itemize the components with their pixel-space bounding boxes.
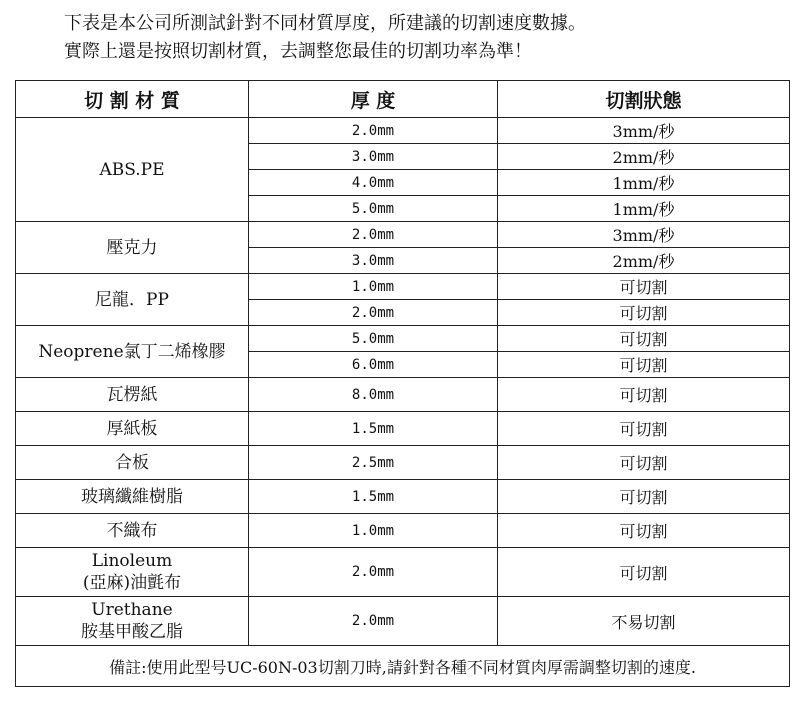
intro-text	[64, 10, 586, 66]
status-cell: 可切割	[498, 378, 790, 412]
table-row	[16, 118, 790, 144]
table-row	[16, 274, 790, 300]
status-cell: 可切割	[498, 446, 790, 480]
material-name-zh: (亞麻)油氈布	[82, 573, 182, 593]
table-row	[16, 514, 790, 548]
status-cell: 可切割	[498, 548, 790, 597]
status-cell: 1mm/秒	[498, 196, 790, 222]
thickness-cell: 1.0mm	[249, 514, 498, 548]
thickness-cell: 2.5mm	[249, 446, 498, 480]
intro-line-1: 下表是本公司所測試針對不同材質厚度，所建議的切割速度數據。	[64, 13, 586, 34]
table-row	[16, 326, 790, 352]
status-cell: 3mm/秒	[498, 222, 790, 248]
material-cell: 玻璃纖維樹脂	[16, 480, 249, 514]
header-thickness: 厚 度	[249, 81, 498, 118]
thickness-cell: 2.0mm	[249, 597, 498, 646]
status-cell: 可切割	[498, 300, 790, 326]
status-cell: 可切割	[498, 326, 790, 352]
table-row	[16, 548, 790, 597]
thickness-cell: 2.0mm	[249, 222, 498, 248]
status-cell: 不易切割	[498, 597, 790, 646]
material-cell: 厚紙板	[16, 412, 249, 446]
status-cell: 可切割	[498, 480, 790, 514]
material-cell: 壓克力	[16, 222, 249, 274]
status-cell: 2mm/秒	[498, 248, 790, 274]
thickness-cell: 8.0mm	[249, 378, 498, 412]
material-cell	[16, 597, 249, 646]
cutting-spec-table	[15, 80, 790, 687]
material-name-zh: 胺基甲酸乙脂	[81, 622, 183, 642]
status-cell: 可切割	[498, 274, 790, 300]
table-row	[16, 646, 790, 687]
header-status: 切割狀態	[498, 81, 790, 118]
thickness-cell: 2.0mm	[249, 548, 498, 597]
material-cell: 不織布	[16, 514, 249, 548]
thickness-cell: 1.5mm	[249, 412, 498, 446]
status-cell: 可切割	[498, 352, 790, 378]
header-material: 切 割 材 質	[16, 81, 249, 118]
status-cell: 可切割	[498, 412, 790, 446]
material-cell: ABS.PE	[16, 118, 249, 222]
table-row	[16, 222, 790, 248]
thickness-cell: 5.0mm	[249, 196, 498, 222]
table-row	[16, 597, 790, 646]
intro-line-2: 實際上還是按照切割材質，去調整您最佳的切割功率為準！	[64, 41, 532, 62]
table-row	[16, 412, 790, 446]
table-row	[16, 480, 790, 514]
table-row	[16, 446, 790, 480]
material-cell: 瓦楞紙	[16, 378, 249, 412]
status-cell: 3mm/秒	[498, 118, 790, 144]
thickness-cell: 1.0mm	[249, 274, 498, 300]
thickness-cell: 2.0mm	[249, 300, 498, 326]
table-row	[16, 378, 790, 412]
table-note: 備註:使用此型号UC-60N-03切割刀時,請針對各種不同材質肉厚需調整切割的速度.	[16, 646, 790, 687]
material-name-en: Urethane	[91, 600, 173, 620]
material-cell: 尼龍．PP	[16, 274, 249, 326]
thickness-cell: 4.0mm	[249, 170, 498, 196]
status-cell: 可切割	[498, 514, 790, 548]
thickness-cell: 1.5mm	[249, 480, 498, 514]
material-cell: Neoprene氯丁二烯橡膠	[16, 326, 249, 378]
thickness-cell: 2.0mm	[249, 118, 498, 144]
material-cell: 合板	[16, 446, 249, 480]
status-cell: 1mm/秒	[498, 170, 790, 196]
thickness-cell: 6.0mm	[249, 352, 498, 378]
thickness-cell: 5.0mm	[249, 326, 498, 352]
thickness-cell: 3.0mm	[249, 144, 498, 170]
status-cell: 2mm/秒	[498, 144, 790, 170]
material-name-en: Linoleum	[91, 551, 173, 571]
thickness-cell: 3.0mm	[249, 248, 498, 274]
material-cell	[16, 548, 249, 597]
